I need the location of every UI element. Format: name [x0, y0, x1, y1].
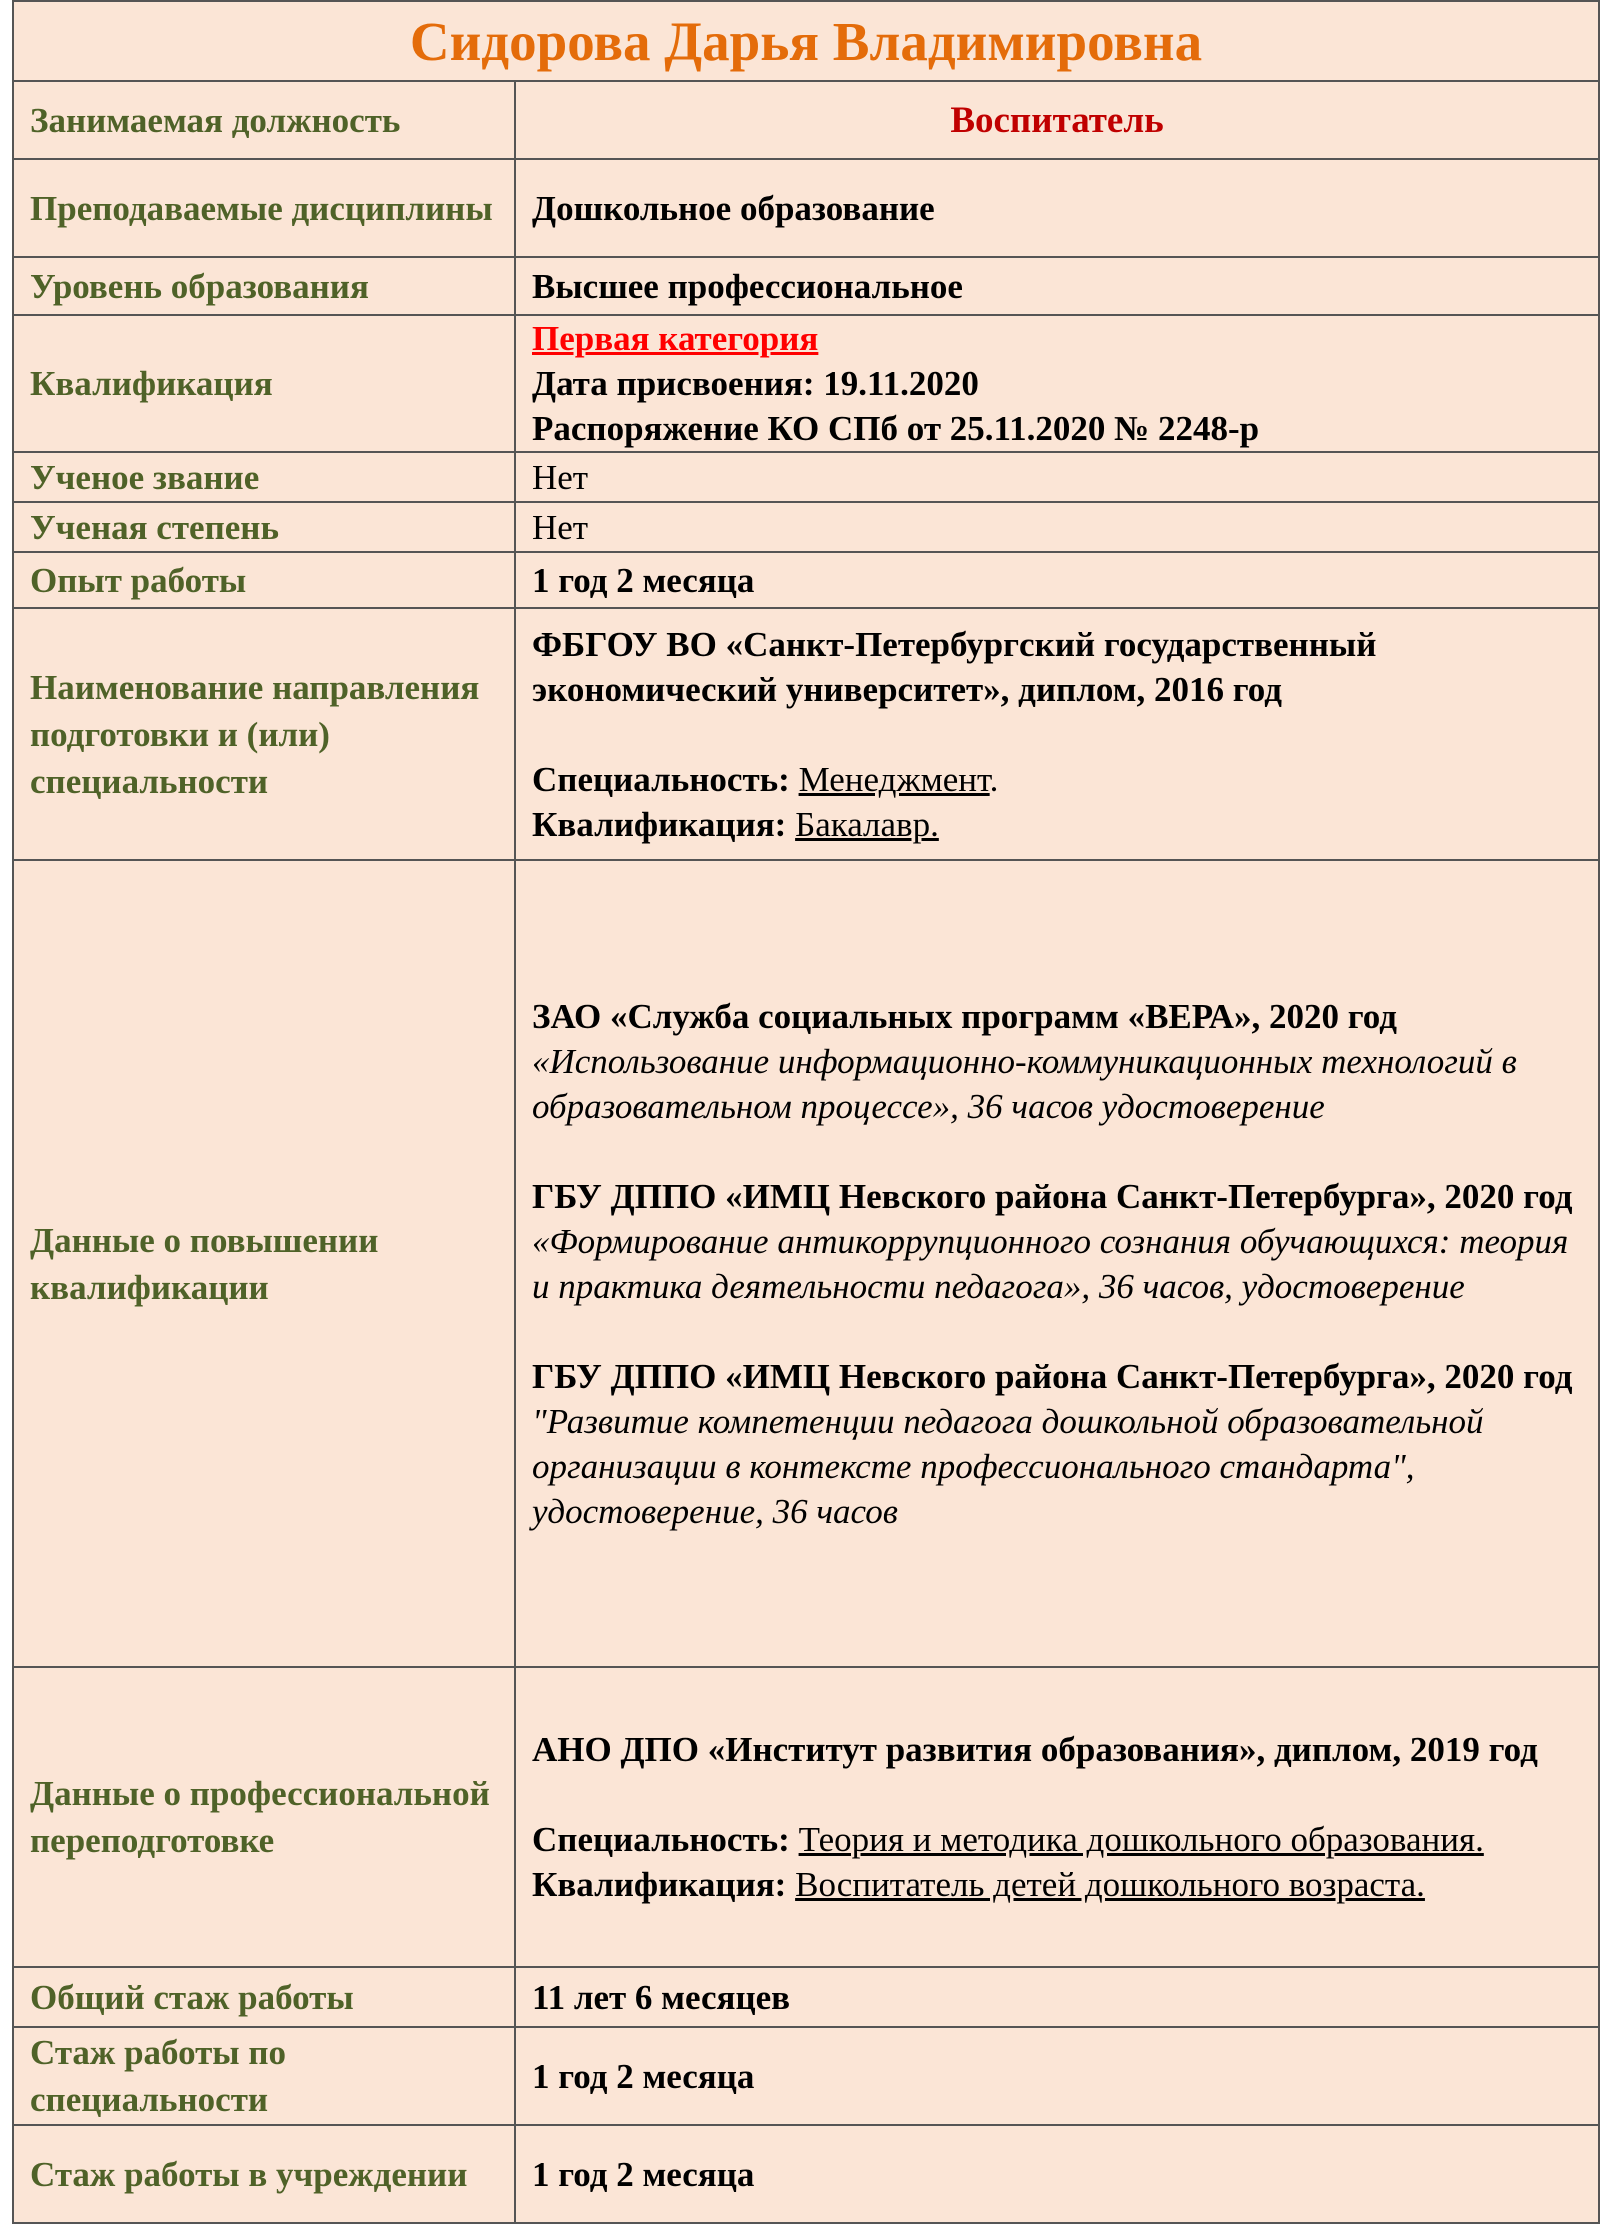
specialty-cell — [515, 608, 1599, 860]
specialty-value: Менеджмент — [798, 759, 990, 799]
qualification-date: Дата присвоения: 19.11.2020 — [532, 364, 979, 403]
education-level-value: Высшее профессиональное — [515, 257, 1599, 315]
qualification-order: Распоряжение КО СПб от 25.11.2020 № 2248-р — [532, 409, 1260, 448]
specialty-label: Наименование направления подготовки и (или) специальности — [13, 608, 515, 860]
institution-experience-label: Стаж работы в учреждении — [13, 2125, 515, 2223]
page-title: Сидорова Дарья Владимировна — [13, 1, 1599, 81]
table-row — [13, 2027, 1599, 2125]
total-experience-label: Общий стаж работы — [13, 1967, 515, 2027]
specialty-line: Специальность: Менеджмент. — [532, 759, 999, 799]
table-row — [13, 1967, 1599, 2027]
retraining-label: Данные о профессиональной переподготовке — [13, 1667, 515, 1967]
specialty-qualification-key: Квалификация: — [532, 804, 787, 844]
training-desc-1: «Использование информационно-коммуникационных технологий в образовательном процессе», 36 часов удостоверение — [532, 1041, 1517, 1126]
table-row — [13, 315, 1599, 452]
training-org-1: ЗАО «Служба социальных программ «ВЕРА», 2020 год — [532, 996, 1397, 1036]
academic-title-value: Нет — [515, 452, 1599, 502]
subjects-value: Дошкольное образование — [515, 159, 1599, 257]
table-row — [13, 552, 1599, 608]
training-desc-3: "Развитие компетенции педагога дошкольной образовательной организации в контексте профессионального стандарта", удостоверение, 36 часов — [532, 1401, 1484, 1531]
table-row — [13, 81, 1599, 159]
education-level-label: Уровень образования — [13, 257, 515, 315]
table-row — [13, 860, 1599, 1667]
retraining-qualification-line — [532, 1862, 1582, 1907]
retraining-institution: АНО ДПО «Институт развития образования», диплом, 2019 год — [532, 1730, 1538, 1769]
specialty-experience-value: 1 год 2 месяца — [515, 2027, 1599, 2125]
subjects-label: Преподаваемые дисциплины — [13, 159, 515, 257]
retraining-specialty-key: Специальность: — [532, 1820, 790, 1859]
training-cell — [515, 860, 1599, 1667]
specialty-key: Специальность: — [532, 759, 790, 799]
training-label: Данные о повышении квалификации — [13, 860, 515, 1667]
total-experience-value: 11 лет 6 месяцев — [515, 1967, 1599, 2027]
specialty-qualification-line — [532, 802, 1582, 847]
table-row — [13, 159, 1599, 257]
table-row — [13, 257, 1599, 315]
retraining-cell — [515, 1667, 1599, 1967]
table-row — [13, 502, 1599, 552]
position-value: Воспитатель — [515, 81, 1599, 159]
academic-degree-label: Ученая степень — [13, 502, 515, 552]
training-desc-2: «Формирование антикоррупционного сознания обучающихся: теория и практика деятельности педагога», 36 часов, удостоверение — [532, 1221, 1569, 1306]
specialty-qualification-value: Бакалавр. — [795, 804, 939, 844]
training-org-3: ГБУ ДППО «ИМЦ Невского района Санкт-Петербурга», 2020 год — [532, 1356, 1573, 1396]
retraining-specialty-value: Теория и методика дошкольного образования. — [798, 1820, 1484, 1859]
table-row — [13, 2125, 1599, 2223]
qualification-label: Квалификация — [13, 315, 515, 452]
academic-degree-value: Нет — [515, 502, 1599, 552]
table-row — [13, 608, 1599, 860]
retraining-qualification-key: Квалификация: — [532, 1865, 787, 1904]
institution-experience-value: 1 год 2 месяца — [515, 2125, 1599, 2223]
training-org-2: ГБУ ДППО «ИМЦ Невского района Санкт-Петербурга», 2020 год — [532, 1176, 1573, 1216]
table-row — [13, 1667, 1599, 1967]
academic-title-label: Ученое звание — [13, 452, 515, 502]
experience-label: Опыт работы — [13, 552, 515, 608]
position-label: Занимаемая должность — [13, 81, 515, 159]
teacher-profile-table — [12, 0, 1600, 2224]
specialty-institution: ФБГОУ ВО «Санкт-Петербургский государственный экономический университет», диплом, 2016 год — [532, 624, 1377, 709]
qualification-category-link[interactable]: Первая категория — [532, 319, 819, 358]
table-row — [13, 452, 1599, 502]
qualification-cell — [515, 315, 1599, 452]
specialty-experience-label: Стаж работы по специальности — [13, 2027, 515, 2125]
retraining-specialty-line — [532, 1817, 1582, 1862]
experience-value: 1 год 2 месяца — [515, 552, 1599, 608]
retraining-qualification-value: Воспитатель детей дошкольного возраста. — [795, 1865, 1425, 1904]
title-row — [13, 1, 1599, 81]
